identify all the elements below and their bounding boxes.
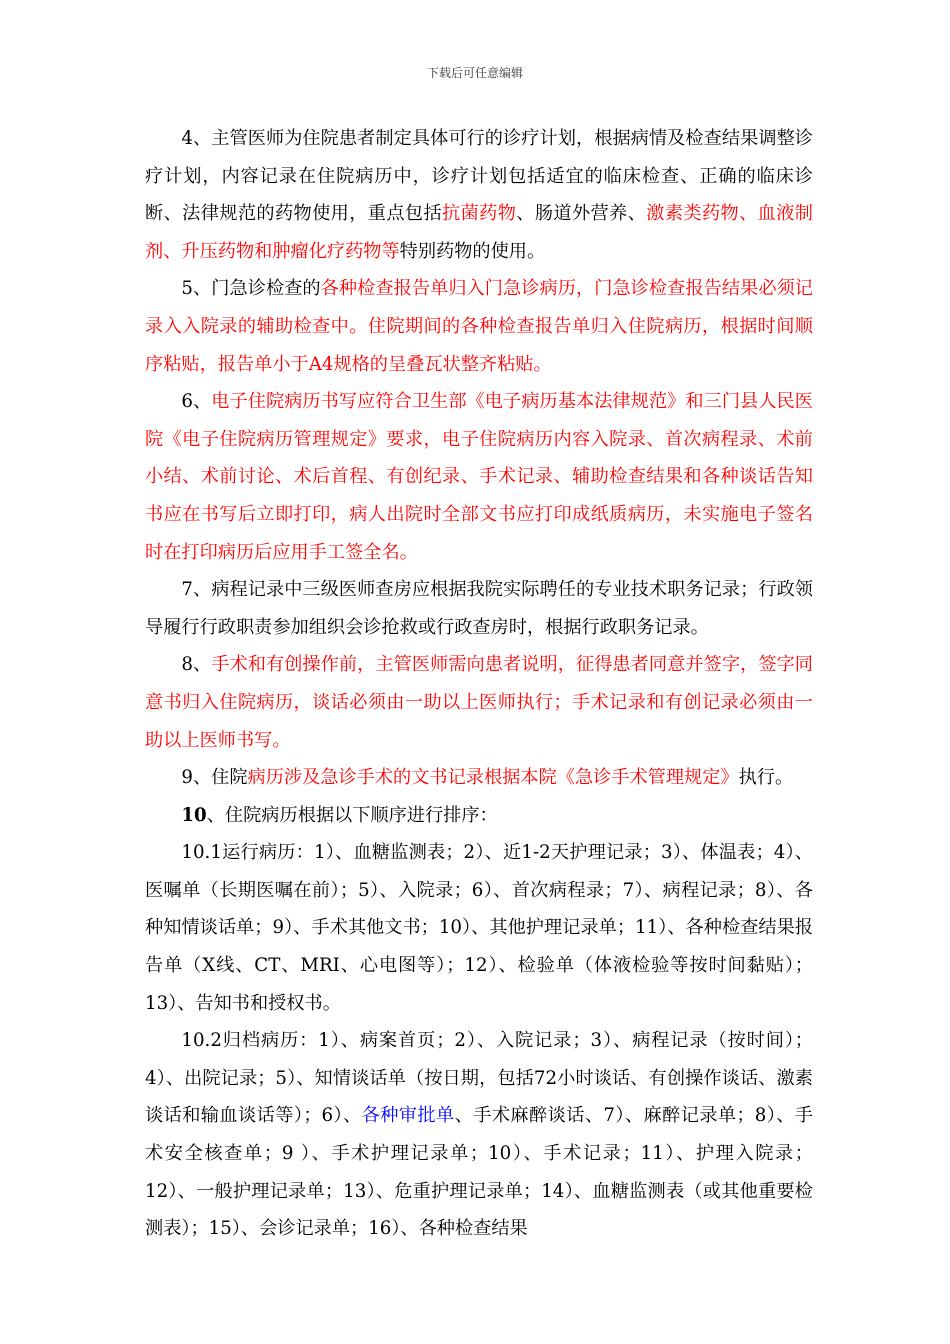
page-header: 下载后可任意编辑 — [426, 66, 523, 80]
text-segment: 7、病程记录中三级医师查房应根据我院实际聘任的专业技术职务记录；行政领导履行行政职责参加组织会诊抢救或行政查房时，根据行政职务记录。 — [145, 579, 813, 638]
paragraph-7 — [145, 571, 813, 646]
text-segment: 电子住院病历书写应符合卫生部《电子病历基本法律规范》和三门县人民医院《电子住院病历管理规定》要求，电子住院病历内容入院录、首次病程录、术前小结、术前讨论、术后首程、有创纪录、手术记录、辅助检查结果和各种谈话告知书应在书写后立即打印，病人出院时全部文书应打印成纸质病历，未实施电子签名时在打印病历后应用手工签全名。 — [145, 391, 813, 563]
text-segment: 各种检查报告单归入门急诊病历，门急诊检查报告结果必须记录入入院录的辅助检查中。住院期间的各种检查报告单归入住院病历，根据时间顺序粘贴，报告单小于A4规格的呈叠瓦状整齐粘贴。 — [145, 278, 813, 375]
text-segment: 抗菌药物 — [442, 203, 517, 225]
text-segment: 手术和有创操作前，主管医师需向患者说明，征得患者同意并签字，签字同意书归入住院病历，谈话必须由一助以上医师执行；手术记录和有创记录必须由一助以上医师书写。 — [145, 654, 813, 751]
text-segment: 6、 — [181, 391, 212, 413]
text-segment: 10.1运行病历：1）、血糖监测表；2）、近1-2天护理记录；3）、体温表；4）、医嘱单（长期医嘱在前）；5）、入院录；6）、首次病程录；7）、病程记录；8）、各种知情谈话单；9）、手术其他文书；10）、其他护理记录单；11）、各种检查结果报告单（X线、CT、MRI、心电图等）；12）、检验单（体液检验等按时间黏贴）；13）、告知书和授权书。 — [145, 842, 813, 1014]
document-body — [145, 120, 813, 1248]
text-segment: 各种审批单 — [361, 1105, 455, 1127]
text-segment: 、手术麻醉谈话、7）、麻醉记录单；8）、手术安全核查单；9 ）、手术护理记录单；10）、手术记录；11）、护理入院录；12）、一般护理记录单；13）、危重护理记录单；14）、血糖监测表（或其他重要检测表）；15）、会诊记录单；16）、各种检查结果 — [145, 1105, 813, 1240]
paragraph-10 — [145, 797, 813, 835]
paragraph-8 — [145, 646, 813, 759]
text-segment: 5、门急诊检查的 — [181, 278, 321, 300]
paragraph-10-2 — [145, 1022, 813, 1248]
paragraph-9 — [145, 759, 813, 797]
text-segment: 、住院病历根据以下顺序进行排序： — [206, 804, 498, 826]
paragraph-6 — [145, 383, 813, 571]
text-segment: 特别药物的使用。 — [399, 240, 546, 262]
paragraph-5 — [145, 270, 813, 383]
text-segment: 激素类药物、血液制剂、升压药物和肿瘤化疗药物等 — [145, 203, 813, 262]
text-segment: 执行。 — [738, 767, 794, 789]
text-segment: 10.2归档病历：1）、病案首页；2）、入院记录；3）、病程记录（按时间）；4）、出院记录；5）、知情谈话单（按日期，包括72小时谈话、有创操作谈话、激素谈话和输血谈话等）；6）、 — [145, 1030, 813, 1127]
text-segment: 8、 — [181, 654, 212, 676]
paragraph-4 — [145, 120, 813, 270]
text-segment: 4、主管医师为住院患者制定具体可行的诊疗计划，根据病情及检查结果调整诊疗计划，内容记录在住院病历中，诊疗计划包括适宜的临床检查、正确的临床诊断、法律规范的药物使用，重点包括 — [145, 128, 813, 225]
text-segment: 病历涉及急诊手术的文书记录根据本院《急诊手术管理规定》 — [247, 767, 739, 789]
text-segment: 、肠道外营养、 — [516, 203, 647, 225]
paragraph-10-1 — [145, 834, 813, 1022]
text-segment: 10 — [181, 804, 207, 826]
text-segment: 9、住院 — [181, 767, 248, 789]
